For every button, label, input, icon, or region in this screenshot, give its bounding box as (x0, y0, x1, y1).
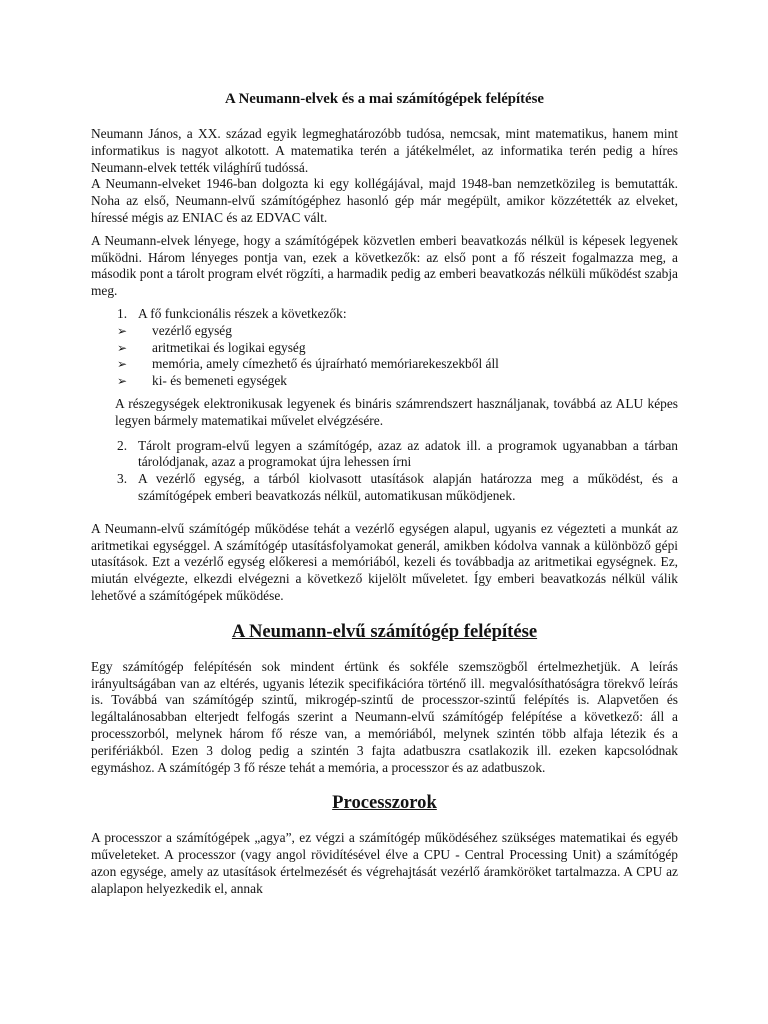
arrow-bullet-icon: ➢ (117, 340, 128, 355)
unit-text: vezérlő egység (152, 322, 232, 338)
processors-paragraph: A processzor a számítógépek „agya”, ez végzi a számítógép működéséhez szükséges matematikai és egyéb műveleteket. A processzor (vagy angol rövidítésével élve a CPU - Central Processing Unit) a számítógép azon egysége, amely az utasítások értelmezését és végrehajtását vezérlő áramköröket tartalmazza. A CPU az alaplapon helyezkedik el, annak (91, 830, 678, 896)
arrow-bullet-icon: ➢ (117, 374, 128, 389)
list-item (91, 323, 678, 340)
operation-paragraph: A Neumann-elvű számítógép működése tehát a vezérlő egységen alapul, ugyanis ez végezteti a munkát az aritmetikai egységgel. A számítógép utasításfolyamokat generál, amikben kódolva vannak a különböző gépi utasítások. Ezt a vezérlő egység előkeresi a memóriából, kezeli és továbbadja az aritmetikai egységnek. Ez, miután elvégezte, elkezdi elvégezni a következő kijelölt műveletet. Így emberi beavatkozás nélkül válik lehetővé a számítógépek működése. (91, 520, 678, 603)
section-heading-processors: Processzorok (332, 792, 437, 814)
principle-item (91, 438, 678, 472)
intro-paragraph-1: Neumann János, a XX. század egyik legmeghatározóbb tudósa, nemcsak, mint matematikus, hanem mint informatikus is nagyot alkotott. A matematika terén a játékelmélet, az informatika terén pedig a híres Neumann-elvek tették világhírű tudóssá. (91, 126, 678, 175)
principles-list (91, 306, 678, 323)
intro-paragraph-3: A Neumann-elvek lényege, hogy a számítógépek közvetlen emberi beavatkozás nélkül is képesek legyenek működni. Három lényeges pontja van, ezek a következők: az első pont a fő részeit fogalmazza meg, a második pont a tárolt program elvét rögzíti, a harmadik pedig az emberi beavatkozás nélküli működést szabja meg. (91, 232, 678, 299)
unit-text: ki- és bemeneti egységek (152, 373, 287, 389)
unit-text: memória, amely címezhető és újraírható memóriarekeszekből áll (152, 356, 499, 372)
principle-text: Tárolt program-elvű legyen a számítógép, azaz az adatok ill. a programok ugyanabban a tárban tárolódjanak, azaz a programokat újra lehessen írni (138, 437, 678, 470)
principle-number: 1. (117, 305, 128, 321)
functional-units-list (91, 323, 678, 390)
principles-list-continued (91, 438, 678, 505)
principle-item (91, 471, 678, 505)
list-item (91, 340, 678, 357)
architecture-paragraph: Egy számítógép felépítésén sok mindent értünk és sokféle szemszögből értelmezhetjük. A leírás irányultságában van az eltérés, ugyanis létezik specifikációra történő ill. megvalósíthatóságra törekvő leírás is. Továbbá van számítógép szintű, mikrogép-szintű de processzor-szintű felépítés is. Alapvetően és legáltalánosabban elterjedt felfogás szerint a Neumann-elvű számítógép felépítése a következő: áll a processzorból, melynek három fő része van, a memóriából, melynek szintén több alfaja létezik és a perifériákból. Ezen 3 dolog pedig a szintén 3 fajta adatbuszra csatlakozik ill. ezeken kapcsolódnak egymáshoz. A számítógép 3 fő része tehát a memória, a processzor és az adatbuszok. (91, 658, 678, 775)
document-title: A Neumann-elvek és a mai számítógépek felépítése (225, 91, 544, 107)
principle-number: 2. (117, 437, 128, 453)
arrow-bullet-icon: ➢ (117, 323, 128, 338)
principle-text: A vezérlő egység, a tárból kiolvasott utasítások alapján határozza meg a működést, és a számítógépek emberi beavatkozás nélkül, automatikusan működjenek. (138, 471, 678, 503)
intro-paragraph-2: A Neumann-elveket 1946-ban dolgozta ki egy kollégájával, majd 1948-ban nemzetközileg is bemutatták. Noha az első, Neumann-elvű számítógéphez hasonló gép már megépült, amikor közzétették az elveket, híressé mégis az ENIAC és az EDVAC vált. (91, 176, 678, 225)
principle-item (91, 306, 678, 323)
principle-text: A fő funkcionális részek a következők: (138, 305, 347, 321)
list-item (91, 373, 678, 390)
arrow-bullet-icon: ➢ (117, 357, 128, 372)
principle-number: 3. (117, 471, 128, 487)
section-heading-architecture: A Neumann-elvű számítógép felépítése (231, 620, 538, 642)
document-page (91, 90, 678, 897)
unit-text: aritmetikai és logikai egység (152, 339, 306, 355)
list-item (91, 356, 678, 373)
units-note: A részegységek elektronikusak legyenek és bináris számrendszert használjanak, továbbá az ALU képes legyen bármely matematikai művelet elvégzésére. (115, 395, 678, 428)
